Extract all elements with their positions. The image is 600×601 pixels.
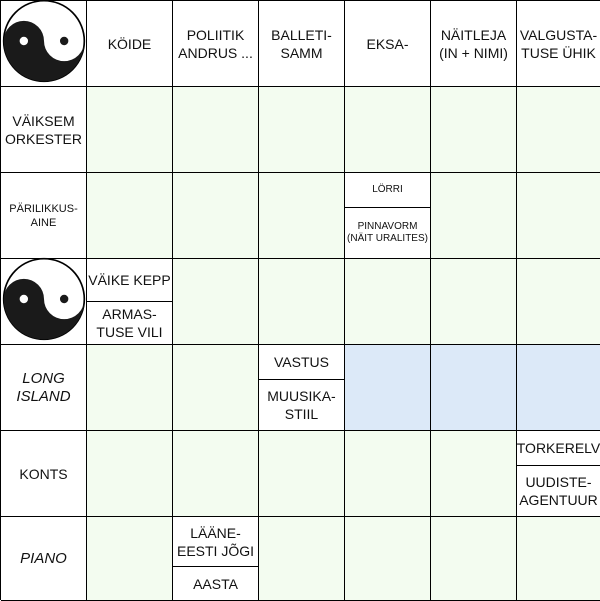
answer-cell[interactable] [87, 87, 173, 173]
answer-cell[interactable] [259, 173, 345, 259]
clue-top: VÄIKE KEPP [88, 272, 171, 288]
clue-top: TORKERELV [516, 440, 600, 456]
answer-cell[interactable] [345, 431, 431, 517]
clue-bottom: MUUSIKA-STIIL [259, 379, 344, 430]
column-header-5: NÄITLEJA (IN + NIMI) [431, 1, 517, 87]
answer-cell[interactable] [345, 517, 431, 601]
answer-cell[interactable] [87, 431, 173, 517]
column-header-4: EKSA- [345, 1, 431, 87]
answer-cell[interactable] [517, 517, 600, 601]
answer-cell[interactable] [259, 517, 345, 601]
answer-cell[interactable] [87, 345, 173, 431]
column-header-6: VALGUSTA-TUSE ÜHIK [517, 1, 600, 87]
row-header-5: KONTS [1, 431, 87, 517]
answer-cell[interactable] [87, 173, 173, 259]
clue-cell [259, 345, 345, 431]
clue-cell [517, 431, 600, 517]
answer-cell[interactable] [517, 87, 600, 173]
clue-cell [345, 173, 431, 259]
yin-yang-icon [2, 0, 86, 88]
clue-bottom: ARMAS-TUSE VILI [87, 301, 172, 344]
clue-top: LÖRRI [372, 184, 403, 195]
answer-cell[interactable] [173, 259, 259, 345]
column-header-1: KÖIDE [87, 1, 173, 87]
clue-top: VASTUS [274, 354, 329, 370]
row-header-4: LONG ISLAND [1, 345, 87, 431]
row-header-1: VÄIKSEM ORKESTER [1, 87, 87, 173]
answer-cell[interactable] [431, 87, 517, 173]
answer-cell[interactable] [173, 431, 259, 517]
clue-bottom: UUDISTE-AGENTUUR [517, 465, 600, 516]
answer-cell[interactable] [173, 345, 259, 431]
clue-top: LÄÄNE-EESTI JÕGI [176, 524, 254, 559]
column-header-2: POLIITIK ANDRUS ... [173, 1, 259, 87]
answer-cell[interactable] [259, 259, 345, 345]
answer-cell[interactable] [259, 431, 345, 517]
answer-cell[interactable] [259, 87, 345, 173]
highlighted-answer-cell[interactable] [431, 345, 517, 431]
row-yin-yang [1, 259, 87, 345]
answer-cell[interactable] [345, 87, 431, 173]
corner-yin-yang [1, 1, 87, 87]
row-header-2: PÄRILIKKUS-AINE [1, 173, 87, 259]
row-header-6: PIANO [1, 517, 87, 601]
answer-cell[interactable] [431, 173, 517, 259]
answer-cell[interactable] [173, 87, 259, 173]
answer-cell[interactable] [431, 517, 517, 601]
answer-cell[interactable] [431, 431, 517, 517]
clue-bottom: AASTA [173, 566, 258, 600]
clue-bottom: PINNAVORM (NÄIT URALITES) [345, 207, 430, 258]
yin-yang-icon [2, 257, 86, 346]
answer-cell[interactable] [345, 259, 431, 345]
answer-cell[interactable] [87, 517, 173, 601]
clue-cell [173, 517, 259, 601]
clue-cell [87, 259, 173, 345]
answer-cell[interactable] [517, 173, 600, 259]
column-header-3: BALLETI-SAMM [259, 1, 345, 87]
answer-cell[interactable] [431, 259, 517, 345]
highlighted-answer-cell[interactable] [345, 345, 431, 431]
answer-cell[interactable] [517, 259, 600, 345]
answer-cell[interactable] [173, 173, 259, 259]
highlighted-answer-cell[interactable] [517, 345, 600, 431]
